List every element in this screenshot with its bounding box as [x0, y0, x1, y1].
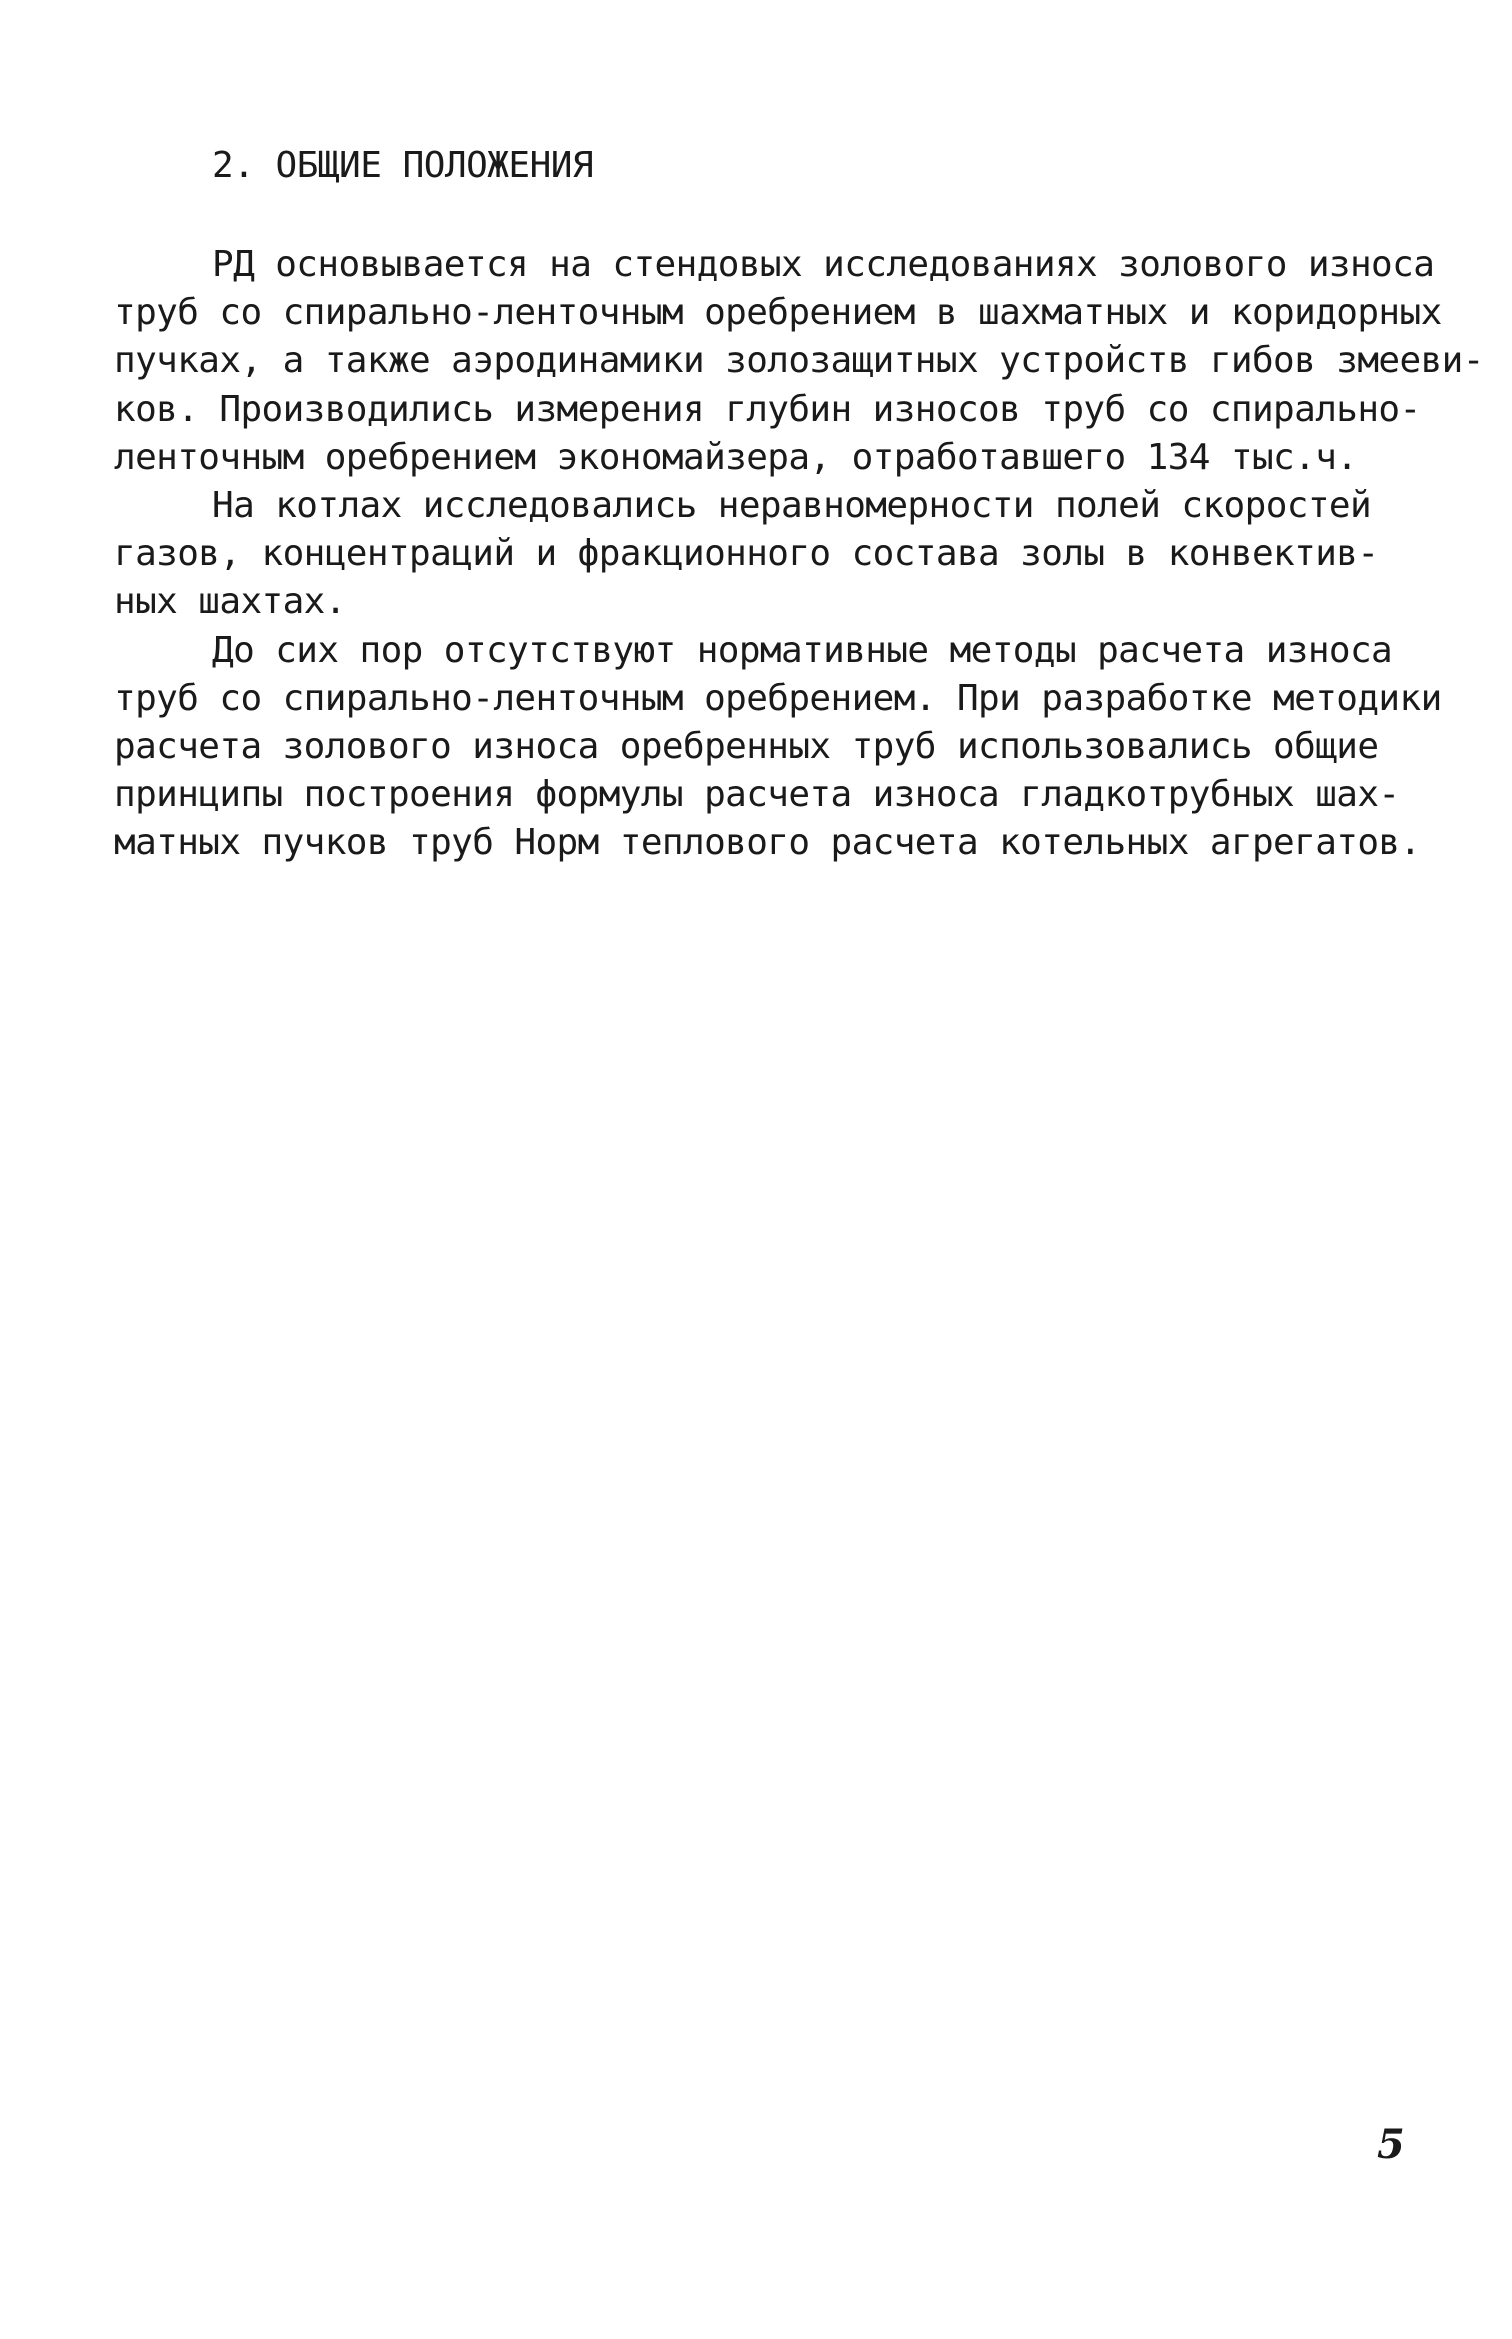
text-line: До сих пор отсутствуют нормативные методы расчета износа: [212, 629, 1393, 671]
section-heading: 2. ОБЩИЕ ПОЛОЖЕНИЯ: [212, 145, 594, 186]
paragraph-3: [114, 627, 1442, 868]
text-line: труб со спирально-ленточным оребрением. При разработке методики: [114, 677, 1442, 719]
page-number: 5: [1377, 2121, 1405, 2168]
text-line: расчета золового износа оребренных труб использовались общие: [114, 725, 1379, 767]
text-line: ных шахтах.: [114, 581, 346, 623]
text-line: ков. Производились измерения глубин износов труб со спирально-: [114, 388, 1421, 430]
text-line: пучках, а также аэродинамики золозащитных устройств гибов змееви-: [114, 340, 1484, 382]
paragraph-2: [114, 482, 1414, 627]
text-line: На котлах исследовались неравномерности полей скоростей: [212, 484, 1372, 526]
text-line: принципы построения формулы расчета износа гладкотрубных шах-: [114, 774, 1400, 816]
text-line: труб со спирально-ленточным оребрением в шахматных и коридорных: [114, 292, 1442, 334]
paragraph-1: [114, 241, 1484, 482]
text-line: ленточным оребрением экономайзера, отработавшего 134 тыс.ч.: [114, 436, 1358, 478]
text-line: газов, концентраций и фракционного состава золы в конвектив-: [114, 533, 1379, 575]
body-text: [114, 241, 1484, 867]
text-line: РД основывается на стендовых исследованиях золового износа: [212, 244, 1435, 285]
text-line: матных пучков труб Норм теплового расчета котельных агрегатов.: [114, 822, 1421, 864]
